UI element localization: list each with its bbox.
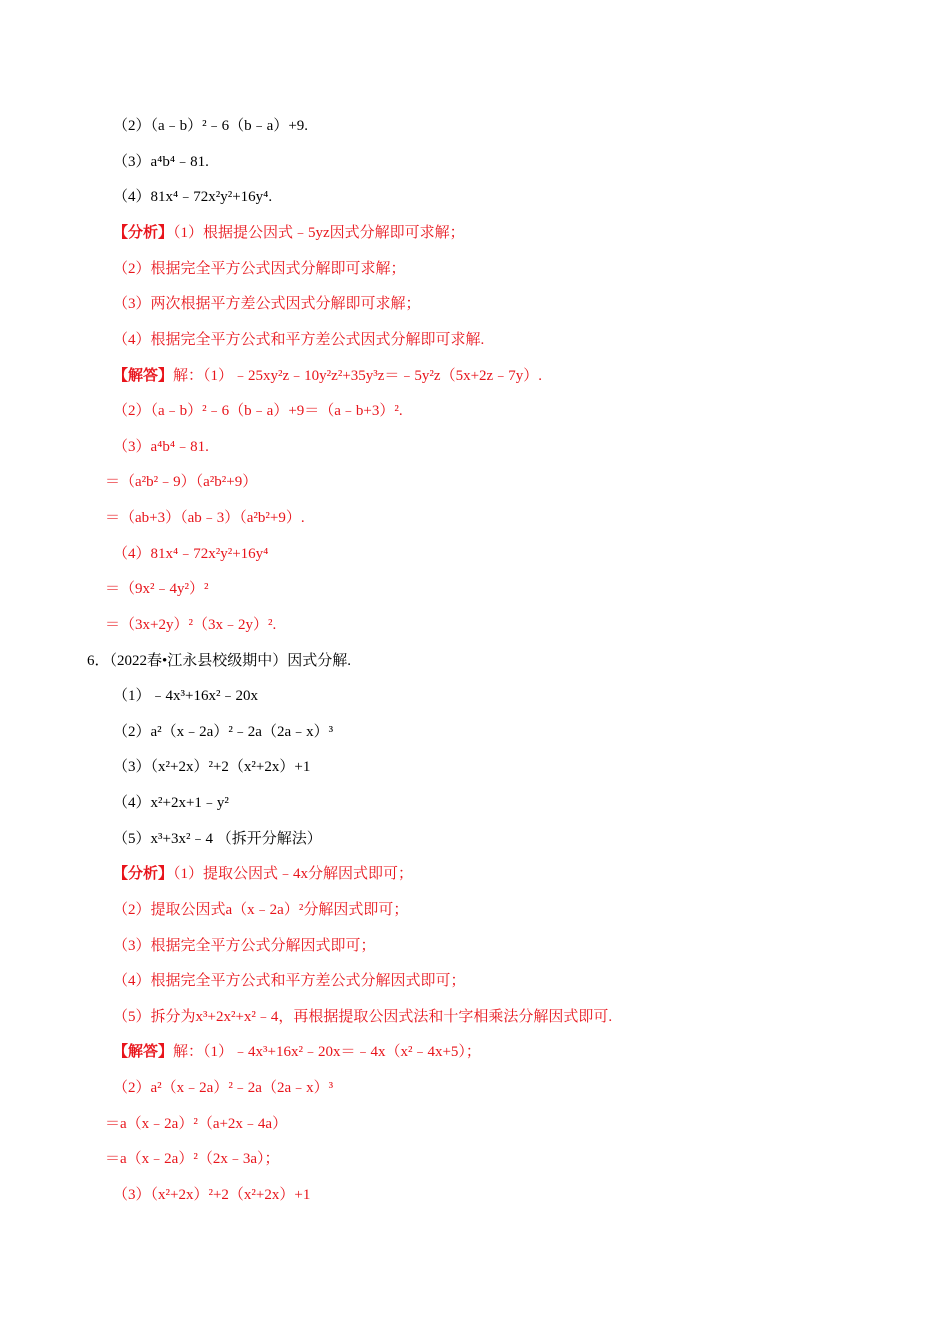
solution-line [113, 1042, 481, 1062]
text-line: （4）81x⁴﹣72x²y²+16y⁴. [113, 189, 273, 205]
analysis-line [113, 864, 413, 884]
text-line: （3）根据完全平方公式分解因式即可； [113, 938, 376, 954]
text-line: （2）a²（x﹣2a）²﹣2a（2a﹣x）³ [113, 724, 334, 740]
analysis-tag: 【分析】 [113, 225, 174, 241]
text-line: ＝a（x﹣2a）²（a+2x﹣4a） [105, 1116, 288, 1132]
solution-text: 解：（1）﹣25xy²z﹣10y²z²+35y³z＝﹣5y²z（5x+2z﹣7y）. [173, 368, 542, 384]
text-line: （2）a²（x﹣2a）²﹣2a（2a﹣x）³ [113, 1080, 334, 1096]
text-line: （4）x²+2x+1﹣y² [113, 795, 229, 811]
text-line: （1）﹣4x³+16x²﹣20x [113, 688, 258, 704]
text-line: ＝（a²b²﹣9）（a²b²+9） [105, 474, 258, 490]
analysis-line [113, 223, 465, 243]
text-line: （2）根据完全平方公式因式分解即可求解； [113, 261, 406, 277]
question-title: 6．（2022春•江永县校级期中）因式分解. [87, 653, 352, 669]
text-line: （3）（x²+2x）²+2（x²+2x）+1 [113, 1187, 311, 1203]
analysis-text: （1）提取公因式﹣4x分解因式即可； [173, 866, 414, 882]
solution-tag: 【解答】 [113, 368, 174, 384]
solution-text: 解：（1）﹣4x³+16x²﹣20x＝﹣4x（x²﹣4x+5）； [173, 1044, 481, 1060]
text-line: ＝（ab+3）（ab﹣3）（a²b²+9）. [105, 510, 305, 526]
text-line: （2）提取公因式a（x﹣2a）²分解因式即可； [113, 902, 409, 918]
text-line: ＝a（x﹣2a）²（2x﹣3a）； [105, 1151, 280, 1167]
text-line: （3）a⁴b⁴﹣81. [113, 154, 209, 170]
text-line: （4）根据完全平方公式和平方差公式因式分解即可求解. [113, 332, 485, 348]
text-line: （2）（a﹣b）²﹣6（b﹣a）+9. [113, 118, 309, 134]
text-line: ＝（3x+2y）²（3x﹣2y）². [105, 617, 277, 633]
text-line: （5）x³+3x²﹣4 （拆开分解法） [113, 831, 322, 847]
solution-tag: 【解答】 [113, 1044, 174, 1060]
text-line: （4）根据完全平方公式和平方差公式分解因式即可； [113, 973, 466, 989]
analysis-text: （1）根据提公因式﹣5yz因式分解即可求解； [173, 225, 465, 241]
solution-line [113, 366, 542, 386]
text-line: （3）a⁴b⁴﹣81. [113, 439, 209, 455]
text-line: （5）拆分为x³+2x²+x²﹣4，再根据提取公因式法和十字相乘法分解因式即可. [113, 1009, 613, 1025]
text-line: （3）两次根据平方差公式因式分解即可求解； [113, 296, 421, 312]
text-line: ＝（9x²﹣4y²）² [105, 581, 209, 597]
text-line: （4）81x⁴﹣72x²y²+16y⁴ [113, 546, 269, 562]
text-line: （3）（x²+2x）²+2（x²+2x）+1 [113, 759, 311, 775]
analysis-tag: 【分析】 [113, 866, 174, 882]
text-line: （2）（a﹣b）²﹣6（b﹣a）+9＝（a﹣b+3）². [113, 403, 403, 419]
